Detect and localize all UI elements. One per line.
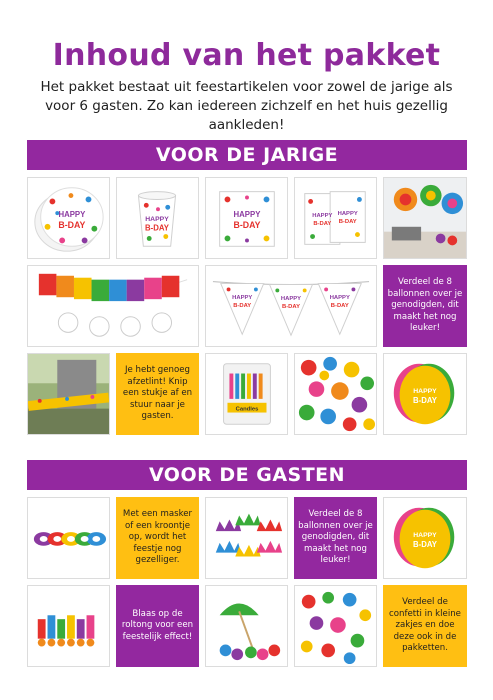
happy-label: HAPPY <box>58 210 86 220</box>
balloon-tip-gasten <box>294 497 377 579</box>
section-heading-gasten: VOOR DE GASTEN <box>27 460 467 490</box>
happy-label: HAPPY <box>329 295 350 302</box>
intro-text: Het pakket bestaat uit feestartikelen voor zowel de jarige als voor 6 gasten. Zo kan iedereen zichzelf en het huis gezellig aankleden! <box>40 78 453 133</box>
confetti-image <box>294 353 377 435</box>
mask-tip-text: Met een masker of een kroontje op, wordt het feestje nog gezelliger. <box>122 509 193 566</box>
napkins-image <box>205 177 288 259</box>
happy-label: HAPPY <box>413 532 437 540</box>
section-heading-jarige: VOOR DE JARIGE <box>27 140 467 170</box>
balloon-tip-jarige-text: Verdeel de 8 ballonnen over je genodigden, dit maakt het nog leuker! <box>387 277 463 334</box>
barrier-tape-image <box>27 353 110 435</box>
happy-label: HAPPY <box>337 211 358 218</box>
tape-tip <box>116 353 199 435</box>
table-confetti-image <box>294 585 377 667</box>
cocktail-umbrellas-image <box>205 585 288 667</box>
balloons-image-gasten <box>383 497 467 579</box>
mask-tip <box>116 497 199 579</box>
party-bags-image <box>294 177 377 259</box>
page-title: Inhoud van het pakket <box>52 38 441 74</box>
happy-label: HAPPY <box>280 296 302 303</box>
bday-label: B-DAY <box>338 218 357 225</box>
blower-tip-text: Blaas op de roltong voor een feestelijk effect! <box>121 608 194 642</box>
bday-label: B-DAY <box>145 223 170 233</box>
bday-label: B-DAY <box>282 303 300 310</box>
garland-image <box>27 265 199 347</box>
happy-label: HAPPY <box>413 388 437 396</box>
candles-label: Candles <box>235 406 259 413</box>
bday-label: B-DAY <box>330 302 349 309</box>
bday-label: B-DAY <box>233 302 252 309</box>
cups-image <box>116 177 199 259</box>
plates-image <box>27 177 110 259</box>
bday-label: B-DAY <box>233 219 261 230</box>
party-blowers-image <box>27 585 110 667</box>
confetti-tip-text: Verdeel de confetti in kleine zakjes en doe deze ook in de pakketten. <box>389 597 461 654</box>
blower-tip <box>116 585 199 667</box>
balloon-tip-gasten-text: Verdeel de 8 ballonnen over je genodigden, dit maakt het nog leuker! <box>298 509 373 566</box>
happy-label: HAPPY <box>312 213 333 220</box>
happy-label: HAPPY <box>233 210 261 220</box>
crowns-image <box>205 497 288 579</box>
room-decoration-image <box>383 177 467 259</box>
masks-image <box>27 497 110 579</box>
balloons-image-jarige <box>383 353 467 435</box>
bday-label: B-DAY <box>413 395 437 405</box>
candles-image <box>205 353 288 435</box>
happy-label: HAPPY <box>232 295 253 302</box>
bday-label: B-DAY <box>413 539 437 549</box>
bday-label: B-DAY <box>313 220 332 227</box>
confetti-tip <box>383 585 467 667</box>
bday-label: B-DAY <box>58 219 86 230</box>
bunting-image <box>205 265 377 347</box>
balloon-tip-jarige <box>383 265 467 347</box>
tape-tip-text: Je hebt genoeg afzetlint! Knip een stukje af en stuur naar je gasten. <box>122 365 193 422</box>
happy-label: HAPPY <box>145 215 169 223</box>
